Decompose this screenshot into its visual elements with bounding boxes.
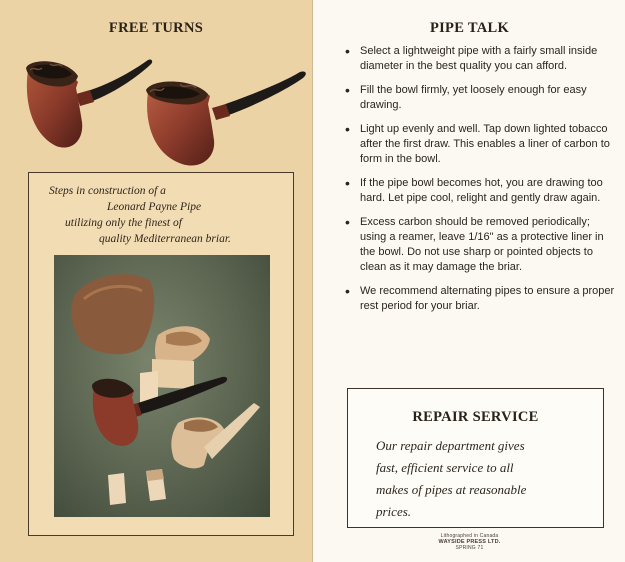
free-turns-title: FREE TURNS — [108, 20, 204, 36]
imprint-line: SPRING 71 — [455, 545, 484, 551]
repair-service-box — [347, 388, 604, 528]
imprint-line: Lithographed in Canada — [440, 533, 499, 539]
printer-imprint — [313, 533, 625, 551]
repair-text-line: Our repair department gives — [376, 438, 525, 453]
tip-item: • Excess carbon should be removed periodically; using a reamer, leave 1/16" as a protective liner in the bowl. Do not use sharp or pointed objects to clean as it may damage the briar. — [343, 215, 615, 275]
tip-item: • Light up evenly and well. Tap down lighted tobacco after the first draw. This enables a liner of carbon to form in the bowl. — [343, 122, 615, 167]
steps-caption-line: utilizing only the finest of — [65, 217, 182, 229]
tip-item: • If the pipe bowl becomes hot, you are drawing too hard. Let pipe cool, relight and gently draw again. — [343, 176, 615, 206]
steps-caption — [29, 183, 293, 247]
repair-text-line: makes of pipes at reasonable — [376, 482, 527, 497]
pipe-illustration-1 — [16, 48, 156, 158]
pipe-talk-title: PIPE TALK — [429, 20, 510, 36]
repair-service-text — [376, 435, 586, 523]
steps-caption-line: quality Mediterranean briar. — [99, 233, 231, 245]
construction-steps-box — [28, 172, 294, 536]
imprint-line: WAYSIDE PRESS LTD. — [438, 539, 501, 545]
repair-text-line: prices. — [376, 504, 412, 519]
tip-item: • We recommend alternating pipes to ensure a proper rest period for your briar. — [343, 284, 615, 314]
repair-text-line: fast, efficient service to all — [376, 460, 514, 475]
pipe-construction-photo — [54, 255, 270, 517]
left-panel — [0, 0, 312, 562]
tip-item: • Select a lightweight pipe with a fairly small inside diameter in the best quality you can afford. — [343, 44, 615, 74]
tip-item: • Fill the bowl firmly, yet loosely enough for easy drawing. — [343, 83, 615, 113]
steps-caption-line: Steps in construction of a — [49, 185, 166, 197]
pipe-talk-tips — [343, 44, 615, 323]
steps-caption-line: Leonard Payne Pipe — [107, 201, 202, 213]
repair-service-title: REPAIR SERVICE — [412, 409, 539, 425]
pipe-illustration-2 — [140, 58, 310, 173]
right-panel — [312, 0, 625, 562]
